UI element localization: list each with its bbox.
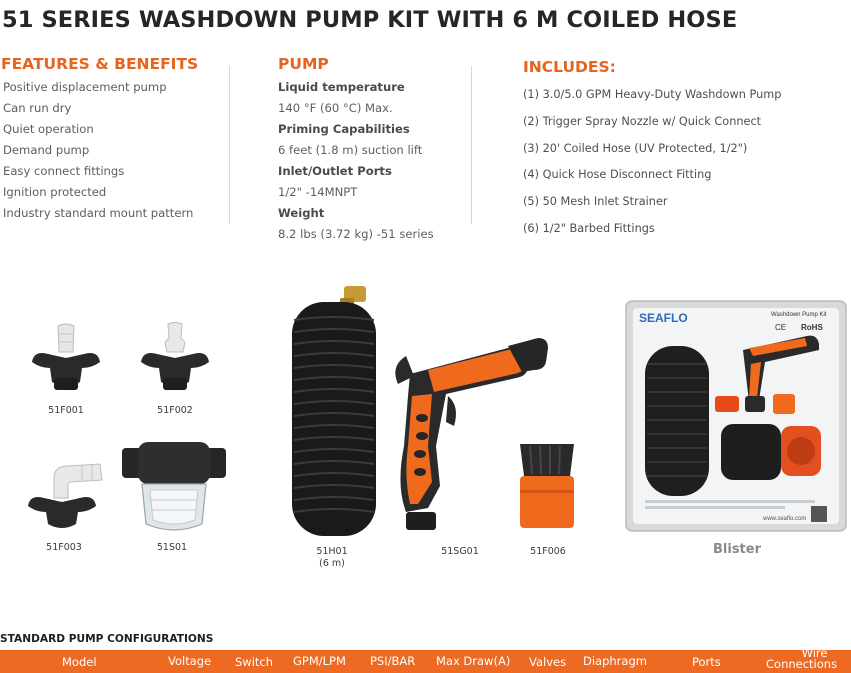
col-gpm-lpm: GPM/LPM <box>293 654 346 668</box>
include-item: (1) 3.0/5.0 GPM Heavy-Duty Washdown Pump <box>523 88 782 101</box>
product-code: 51F001 <box>48 405 84 416</box>
pump-heading: PUMP <box>278 55 329 73</box>
col-switch: Switch <box>235 655 274 669</box>
product-code-line: 51H01 <box>316 546 348 557</box>
col-ports: Ports <box>692 655 721 669</box>
inlet-strainer-icon <box>120 440 228 536</box>
col-max-draw: Max Draw(A) <box>436 654 511 668</box>
pump-spec-list <box>278 77 434 245</box>
spec-value: 1/2" -14MNPT <box>278 185 358 199</box>
product-code: 51S01 <box>156 542 188 553</box>
feature-item: Ignition protected <box>3 185 107 199</box>
include-item: (5) 50 Mesh Inlet Strainer <box>523 195 668 209</box>
product-code: 51SG01 <box>441 546 479 557</box>
feature-item: Demand pump <box>3 143 90 157</box>
col-voltage: Voltage <box>168 654 212 668</box>
product-code: 51F006 <box>530 546 566 557</box>
coiled-hose-icon <box>286 284 382 540</box>
include-item: (6) 1/2" Barbed Fittings <box>523 221 655 235</box>
spec-label: Priming Capabilities <box>278 122 410 136</box>
features-heading: FEATURES & BENEFITS <box>1 55 199 73</box>
product-code: 51F002 <box>157 405 193 416</box>
includes-list <box>523 82 781 243</box>
spec-label: Weight <box>278 206 325 220</box>
feature-item: Easy connect fittings <box>3 164 125 178</box>
include-item: (3) 20' Coiled Hose (UV Protected, 1/2") <box>523 141 748 155</box>
col-wire-line1: Wire <box>801 646 828 660</box>
include-item: (2) Trigger Spray Nozzle w/ Quick Connect <box>523 114 762 128</box>
feature-item: Can run dry <box>3 101 72 115</box>
blister-caption: Blister <box>713 542 762 557</box>
barbed-fitting-icon <box>139 322 211 398</box>
blister-kit-title: Washdown Pump Kit <box>771 312 827 318</box>
blister-brand: SEAFLO <box>639 311 688 325</box>
spec-label: Liquid temperature <box>278 80 405 94</box>
spec-label: Inlet/Outlet Ports <box>278 164 392 178</box>
spec-value: 6 feet (1.8 m) suction lift <box>278 143 423 157</box>
col-wire-connections <box>766 646 838 671</box>
features-list <box>3 77 193 224</box>
spec-value: 140 °F (60 °C) Max. <box>278 101 393 115</box>
blister-pack-image <box>625 300 847 532</box>
page-title: 51 SERIES WASHDOWN PUMP KIT WITH 6 M COILED HOSE <box>2 7 738 33</box>
col-wire-line2: Connections <box>766 657 838 671</box>
blister-url: www.seaflo.com <box>763 516 807 522</box>
column-divider <box>471 66 472 224</box>
feature-item: Industry standard mount pattern <box>3 206 194 220</box>
product-code: 51F003 <box>46 542 82 553</box>
feature-item: Positive displacement pump <box>3 80 167 94</box>
config-table-header <box>0 646 851 673</box>
col-psi-bar: PSI/BAR <box>370 654 416 668</box>
barbed-fitting-icon <box>30 322 102 398</box>
col-diaphragm: Diaphragm <box>583 654 647 668</box>
feature-item: Quiet operation <box>3 122 94 136</box>
product-code-sub: (6 m) <box>319 558 345 569</box>
include-item: (4) Quick Hose Disconnect Fitting <box>523 168 712 182</box>
product-code <box>300 546 364 570</box>
quick-connect-icon <box>516 440 578 532</box>
config-heading: STANDARD PUMP CONFIGURATIONS <box>0 633 214 645</box>
column-divider <box>229 66 230 224</box>
blister-rohs: RoHS <box>801 323 823 332</box>
blister-ce: CE <box>775 323 787 332</box>
col-model: Model <box>62 655 97 669</box>
includes-heading: INCLUDES: <box>523 58 616 76</box>
col-valves: Valves <box>529 655 567 669</box>
spec-value: 8.2 lbs (3.72 kg) -51 series <box>278 227 434 241</box>
elbow-fitting-icon <box>24 458 106 536</box>
